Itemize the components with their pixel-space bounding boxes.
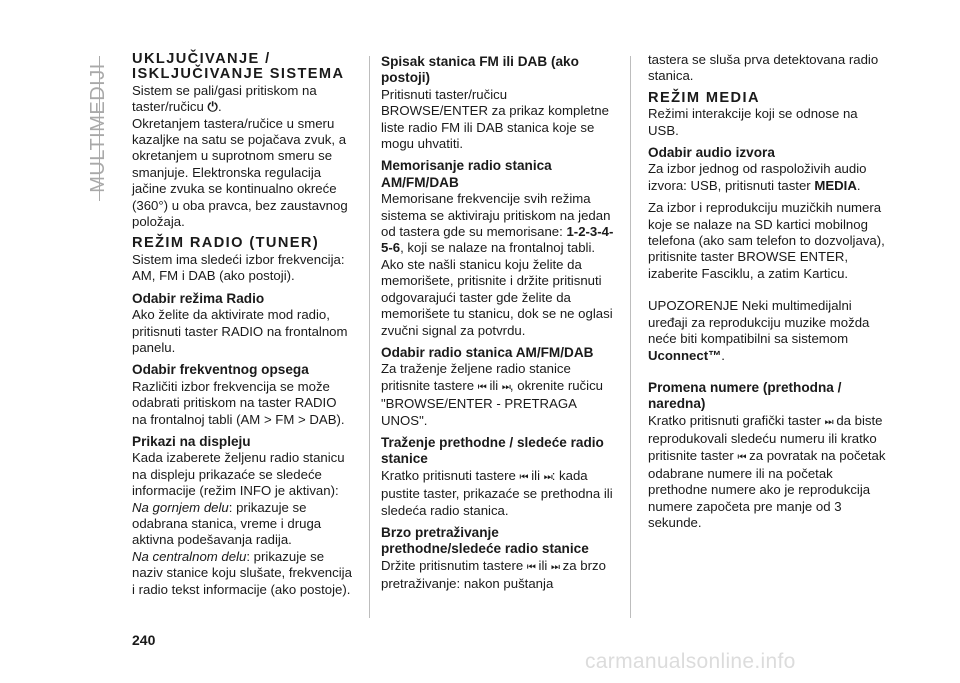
brand-name: Uconnect™ [648,347,722,363]
text: Za traženje željene radio stanice pritisnite tastere [381,361,571,393]
paragraph: Okretanjem tastera/ručice u smeru kazaljke na satu se pojačava zvuk, a okretanjem u suprotnom smeru se smanjuje. Elektronska regulacija jačine zvuka se kontinualno okreće (360°) u oba pravca, bez zaustavnog položaja. [132,115,348,230]
text: ili [531,467,541,483]
heading-memorize: Memorisanje radio stanica AM/FM/DAB [381,158,552,190]
paragraph: tastera se sluša prva detektovana radio stanica. [648,52,879,84]
text: Sistem se pali/gasi pritiskom na taster/ručicu [132,82,317,115]
paragraph [381,361,616,429]
paragraph: Pritisnuti taster/ručicu BROWSE/ENTER za prikaz kompletne liste radio FM ili DAB stanica koje se mogu uhvatiti. [381,86,609,152]
next-icon: ⏭ [543,471,552,483]
text: Držite pritisnutim tastere [381,557,524,573]
heading-station-list: Spisak stanica FM ili DAB (ako postoji) [381,54,579,86]
media-key: MEDIA [814,177,857,193]
text: Za izbor jednog od raspoloživih audio izvora: USB, pritisnuti taster [648,161,867,193]
previous-icon: ⏮ [477,381,486,393]
heading-media-mode: REŽIM MEDIA [648,89,760,106]
text: da biste reprodukovali sledeću numeru ili kratko pritisnite taster [648,412,883,463]
paragraph [381,558,616,593]
power-icon: ⏻ [207,99,218,115]
previous-icon: ⏮ [526,561,535,573]
text: . [721,347,725,363]
text: : prikazuje se naziv stanice koju slušate, frekvencija i radio tekst informacije (ako postoje). [132,548,352,597]
paragraph: Različiti izbor frekvencija se može odabrati pritiskom na taster RADIO na frontalnoj tabli (AM > FM > DAB). [132,378,345,427]
italic-text: Na gornjem delu [132,499,229,515]
text: ili [489,377,499,393]
next-icon: ⏭ [550,561,559,573]
warning-paragraph [648,298,888,364]
previous-icon: ⏮ [737,451,746,463]
text: Kratko pritisnuti grafički taster [648,412,821,428]
column-2 [381,52,616,593]
previous-icon: ⏮ [519,471,528,483]
paragraph [132,549,352,598]
paragraph [381,191,616,339]
text: : prikazuje se odabrana stanica, vreme i druga aktivna podešavanja radija. [132,499,322,548]
italic-text: Na centralnom delu [132,548,247,564]
section-sidebar [82,56,114,201]
text: , koji se nalaze na frontalnoj tabli. Ako ste našli stanicu koju želite da memorišete, pritisnite i držite pritisnuti odgovarajući taster gde želite da memorišete tu stanicu, dok se ne oglasi zvučni signal za potvrdu. [381,240,613,338]
text: UPOZORENJE Neki multimedijalni uređaji za reprodukciju muzike možda neće biti kompatibilni sa sistemom [648,298,870,347]
heading-track-change: Promena numere (prethodna / naredna) [648,379,842,412]
heading-radio-mode: REŽIM RADIO (TUNER) [132,235,320,252]
next-icon: ⏭ [501,381,510,393]
column-1 [132,52,352,598]
next-icon: ⏭ [824,416,833,428]
text: za brzo pretraživanje: nakon puštanja [381,557,606,592]
paragraph: Kada izaberete željenu radio stanicu na displeju prikazaće se sledeće informacije (režim INFO je aktivan): [132,450,345,499]
paragraph [648,413,888,532]
paragraph: Sistem ima sledeći izbor frekvencija: AM, FM i DAB (ako postoji). [132,251,345,284]
heading-display: Prikazi na displeju [132,433,251,449]
heading-system-power: UKLJUČIVANJE / ISKLJUČIVANJE SISTEMA [132,51,345,83]
text: Memorisane frekvencije svih režima sistema se aktiviraju pritiskom na jedan od tastera gde su memorisane: [381,191,611,240]
heading-station-select: Odabir radio stanica AM/FM/DAB [381,344,594,360]
text: . [856,177,861,193]
text: : kada pustite taster, prikazaće se prethodna ili sledeća radio stanica. [381,467,613,518]
heading-radio-select: Odabir režima Radio [132,290,265,306]
text: , okrenite ručicu "BROWSE/ENTER - PRETRAGA UNOS". [381,377,603,428]
column-3 [648,52,888,532]
paragraph [132,83,352,116]
section-label: MULTIMEDIJI [87,63,109,193]
watermark: carmanualsonline.info [585,650,796,673]
paragraph: Ako želite da aktivirate mod radio, pritisnuti taster RADIO na frontalnom panelu. [132,307,348,355]
text: ili [538,557,548,573]
text: . [217,99,222,115]
paragraph [381,468,616,519]
paragraph: Režimi interakcije koji se odnose na USB. [648,106,858,138]
heading-band-select: Odabir frekventnog opsega [132,362,309,378]
column-divider [630,56,631,618]
text: Kratko pritisnuti tastere [381,467,516,483]
paragraph [132,500,352,549]
paragraph: Za izbor i reprodukciju muzičkih numera koje se nalaze na SD kartici mobilnog telefona (ako sam telefon to dozvoljava), pritisnite taster BROWSE ENTER, izaberite Fasciklu, a zatim Karticu. [648,200,885,281]
paragraph [648,161,888,194]
preset-keys: 1-2-3-4-5-6 [381,224,614,256]
heading-fast-search: Brzo pretraživanje prethodne/sledeće radio stanice [381,524,589,557]
column-divider [369,56,370,618]
heading-prev-next-search: Traženje prethodne / sledeće radio stanice [381,434,604,467]
page-number: 240 [132,632,156,648]
text: za povratak na početak odabrane numere ili na početak prethodne numere ako je reprodukcija numere započeta pre manje od 3 sekunde. [648,447,886,531]
heading-audio-source: Odabir audio izvora [648,145,775,161]
